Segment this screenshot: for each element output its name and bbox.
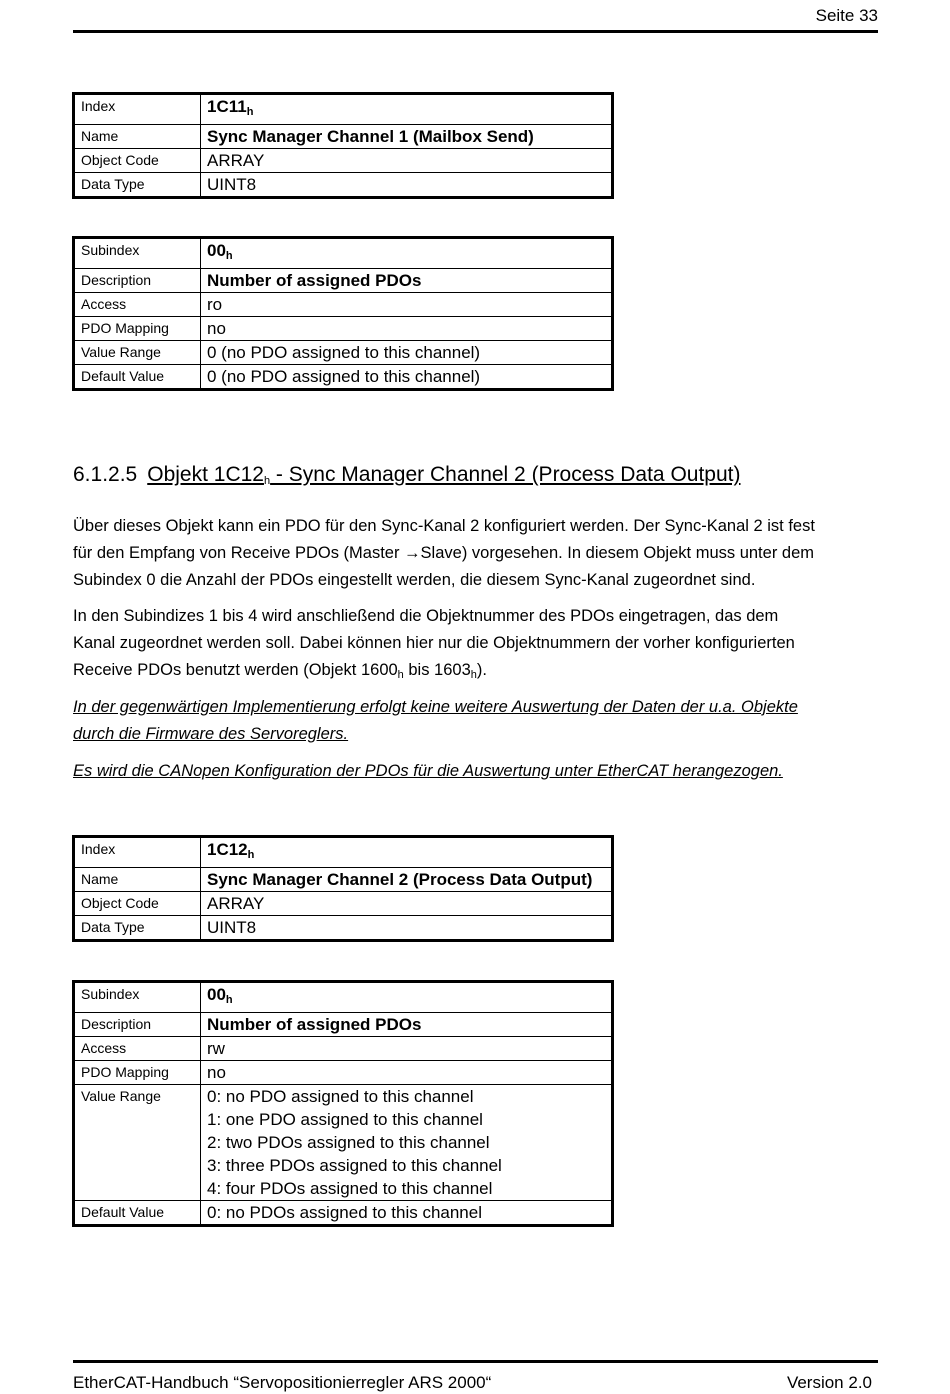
field-label: Default Value xyxy=(74,1201,201,1226)
field-label: Object Code xyxy=(74,892,201,916)
field-value: Sync Manager Channel 1 (Mailbox Send) xyxy=(201,125,613,149)
field-label: Access xyxy=(74,1037,201,1061)
field-value: Sync Manager Channel 2 (Process Data Output) xyxy=(201,868,613,892)
field-label: Index xyxy=(74,94,201,125)
field-value: $1C12_h$ xyxy=(201,837,613,868)
field-value: ARRAY xyxy=(201,892,613,916)
field-label: Object Code xyxy=(74,149,201,173)
value-range-item: 4: four PDOs assigned to this channel xyxy=(207,1179,493,1198)
field-value: no xyxy=(201,317,613,341)
field-label: Value Range xyxy=(74,341,201,365)
field-value: UINT8 xyxy=(201,916,613,941)
field-label: Data Type xyxy=(74,173,201,198)
field-value: $00_h$ xyxy=(201,238,613,269)
field-value: 0 (no PDO assigned to this channel) xyxy=(201,365,613,390)
page-header xyxy=(73,0,878,33)
table-row xyxy=(74,892,613,916)
footer-version: Version 2.0 xyxy=(786,1373,872,1392)
field-label: PDO Mapping xyxy=(74,317,201,341)
paragraph-intro: Über dieses Objekt kann ein PDO für den Sync-Kanal 2 konfiguriert werden. Der Sync-Kanal 2 ist fest für den Empfang von Receive PDOs (Master →Slave) vorgesehen. In diesem Objekt muss unter dem Subindex 0 die Anzahl der PDOs eingestellt werden, die diesem Sync-Kanal zugeordnet sind. xyxy=(73,517,815,589)
table-row xyxy=(74,173,613,198)
table-row xyxy=(74,1013,613,1037)
field-label: Index xyxy=(74,837,201,868)
table-row xyxy=(74,317,613,341)
field-value: no xyxy=(201,1061,613,1085)
section-number: 6.1.2.5 xyxy=(73,463,138,486)
field-label: Name xyxy=(74,125,201,149)
field-label: Data Type xyxy=(74,916,201,941)
page-number: Seite 33 xyxy=(815,6,878,25)
field-label: Subindex xyxy=(74,238,201,269)
table-row xyxy=(74,868,613,892)
table-row xyxy=(74,341,613,365)
paragraph-canopen-note: Es wird die CANopen Konfiguration der PDOs für die Auswertung unter EtherCAT herangezogen. xyxy=(73,762,783,780)
table-row xyxy=(74,916,613,941)
table-row xyxy=(74,837,613,868)
field-label: PDO Mapping xyxy=(74,1061,201,1085)
field-value: $1C11_h$ xyxy=(201,94,613,125)
field-label: Subindex xyxy=(74,982,201,1013)
table-row xyxy=(74,94,613,125)
field-label: Value Range xyxy=(74,1085,201,1201)
table-row xyxy=(74,269,613,293)
value-range-item: 1: one PDO assigned to this channel xyxy=(207,1110,483,1129)
object-table-1c11 xyxy=(72,92,614,199)
table-row xyxy=(74,365,613,390)
value-range-item: 0: no PDO assigned to this channel xyxy=(207,1087,474,1106)
table-row xyxy=(74,149,613,173)
table-row xyxy=(74,1037,613,1061)
field-value: 0 (no PDO assigned to this channel) xyxy=(201,341,613,365)
footer-title: EtherCAT-Handbuch “Servopositionierregler ARS 2000“ xyxy=(73,1373,492,1392)
table-row xyxy=(74,1085,613,1201)
value-range-item: 2: two PDOs assigned to this channel xyxy=(207,1133,490,1152)
page-footer xyxy=(73,1360,878,1394)
paragraph-subindizes: In den Subindizes 1 bis 4 wird anschließend die Objektnummer des PDOs eingetragen, das dem Kanal zugeordnet werden soll. Dabei können hier nur die Objektnummern der vorher konfigurierten Receive PDOs benutzt werden (Objekt 1600h bis 1603h). xyxy=(73,607,795,681)
field-value: 0: no PDOs assigned to this channel xyxy=(201,1201,613,1226)
field-label: Description xyxy=(74,1013,201,1037)
field-label: Name xyxy=(74,868,201,892)
table-row xyxy=(74,1201,613,1226)
table-row xyxy=(74,293,613,317)
section-heading xyxy=(73,463,740,487)
paragraph-implementation-note: In der gegenwärtigen Implementierung erfolgt keine weitere Auswertung der Daten der u.a. Objekte durch die Firmware des Servoreglers. xyxy=(73,698,798,743)
subindex-table-1c12 xyxy=(72,980,614,1227)
field-value: rw xyxy=(201,1037,613,1061)
field-value: Number of assigned PDOs xyxy=(201,269,613,293)
table-row xyxy=(74,238,613,269)
field-value: ARRAY xyxy=(201,149,613,173)
subindex-table-1c11 xyxy=(72,236,614,391)
field-label: Description xyxy=(74,269,201,293)
field-value-list xyxy=(201,1085,613,1201)
field-value: Number of assigned PDOs xyxy=(201,1013,613,1037)
table-row xyxy=(74,982,613,1013)
field-value: UINT8 xyxy=(201,173,613,198)
table-row xyxy=(74,125,613,149)
section-title: Objekt 1C12h - Sync Manager Channel 2 (Process Data Output) xyxy=(147,463,741,487)
field-label: Default Value xyxy=(74,365,201,390)
field-value: $00_h$ xyxy=(201,982,613,1013)
field-value: ro xyxy=(201,293,613,317)
table-row xyxy=(74,1061,613,1085)
value-range-item: 3: three PDOs assigned to this channel xyxy=(207,1156,502,1175)
object-table-1c12 xyxy=(72,835,614,942)
field-label: Access xyxy=(74,293,201,317)
